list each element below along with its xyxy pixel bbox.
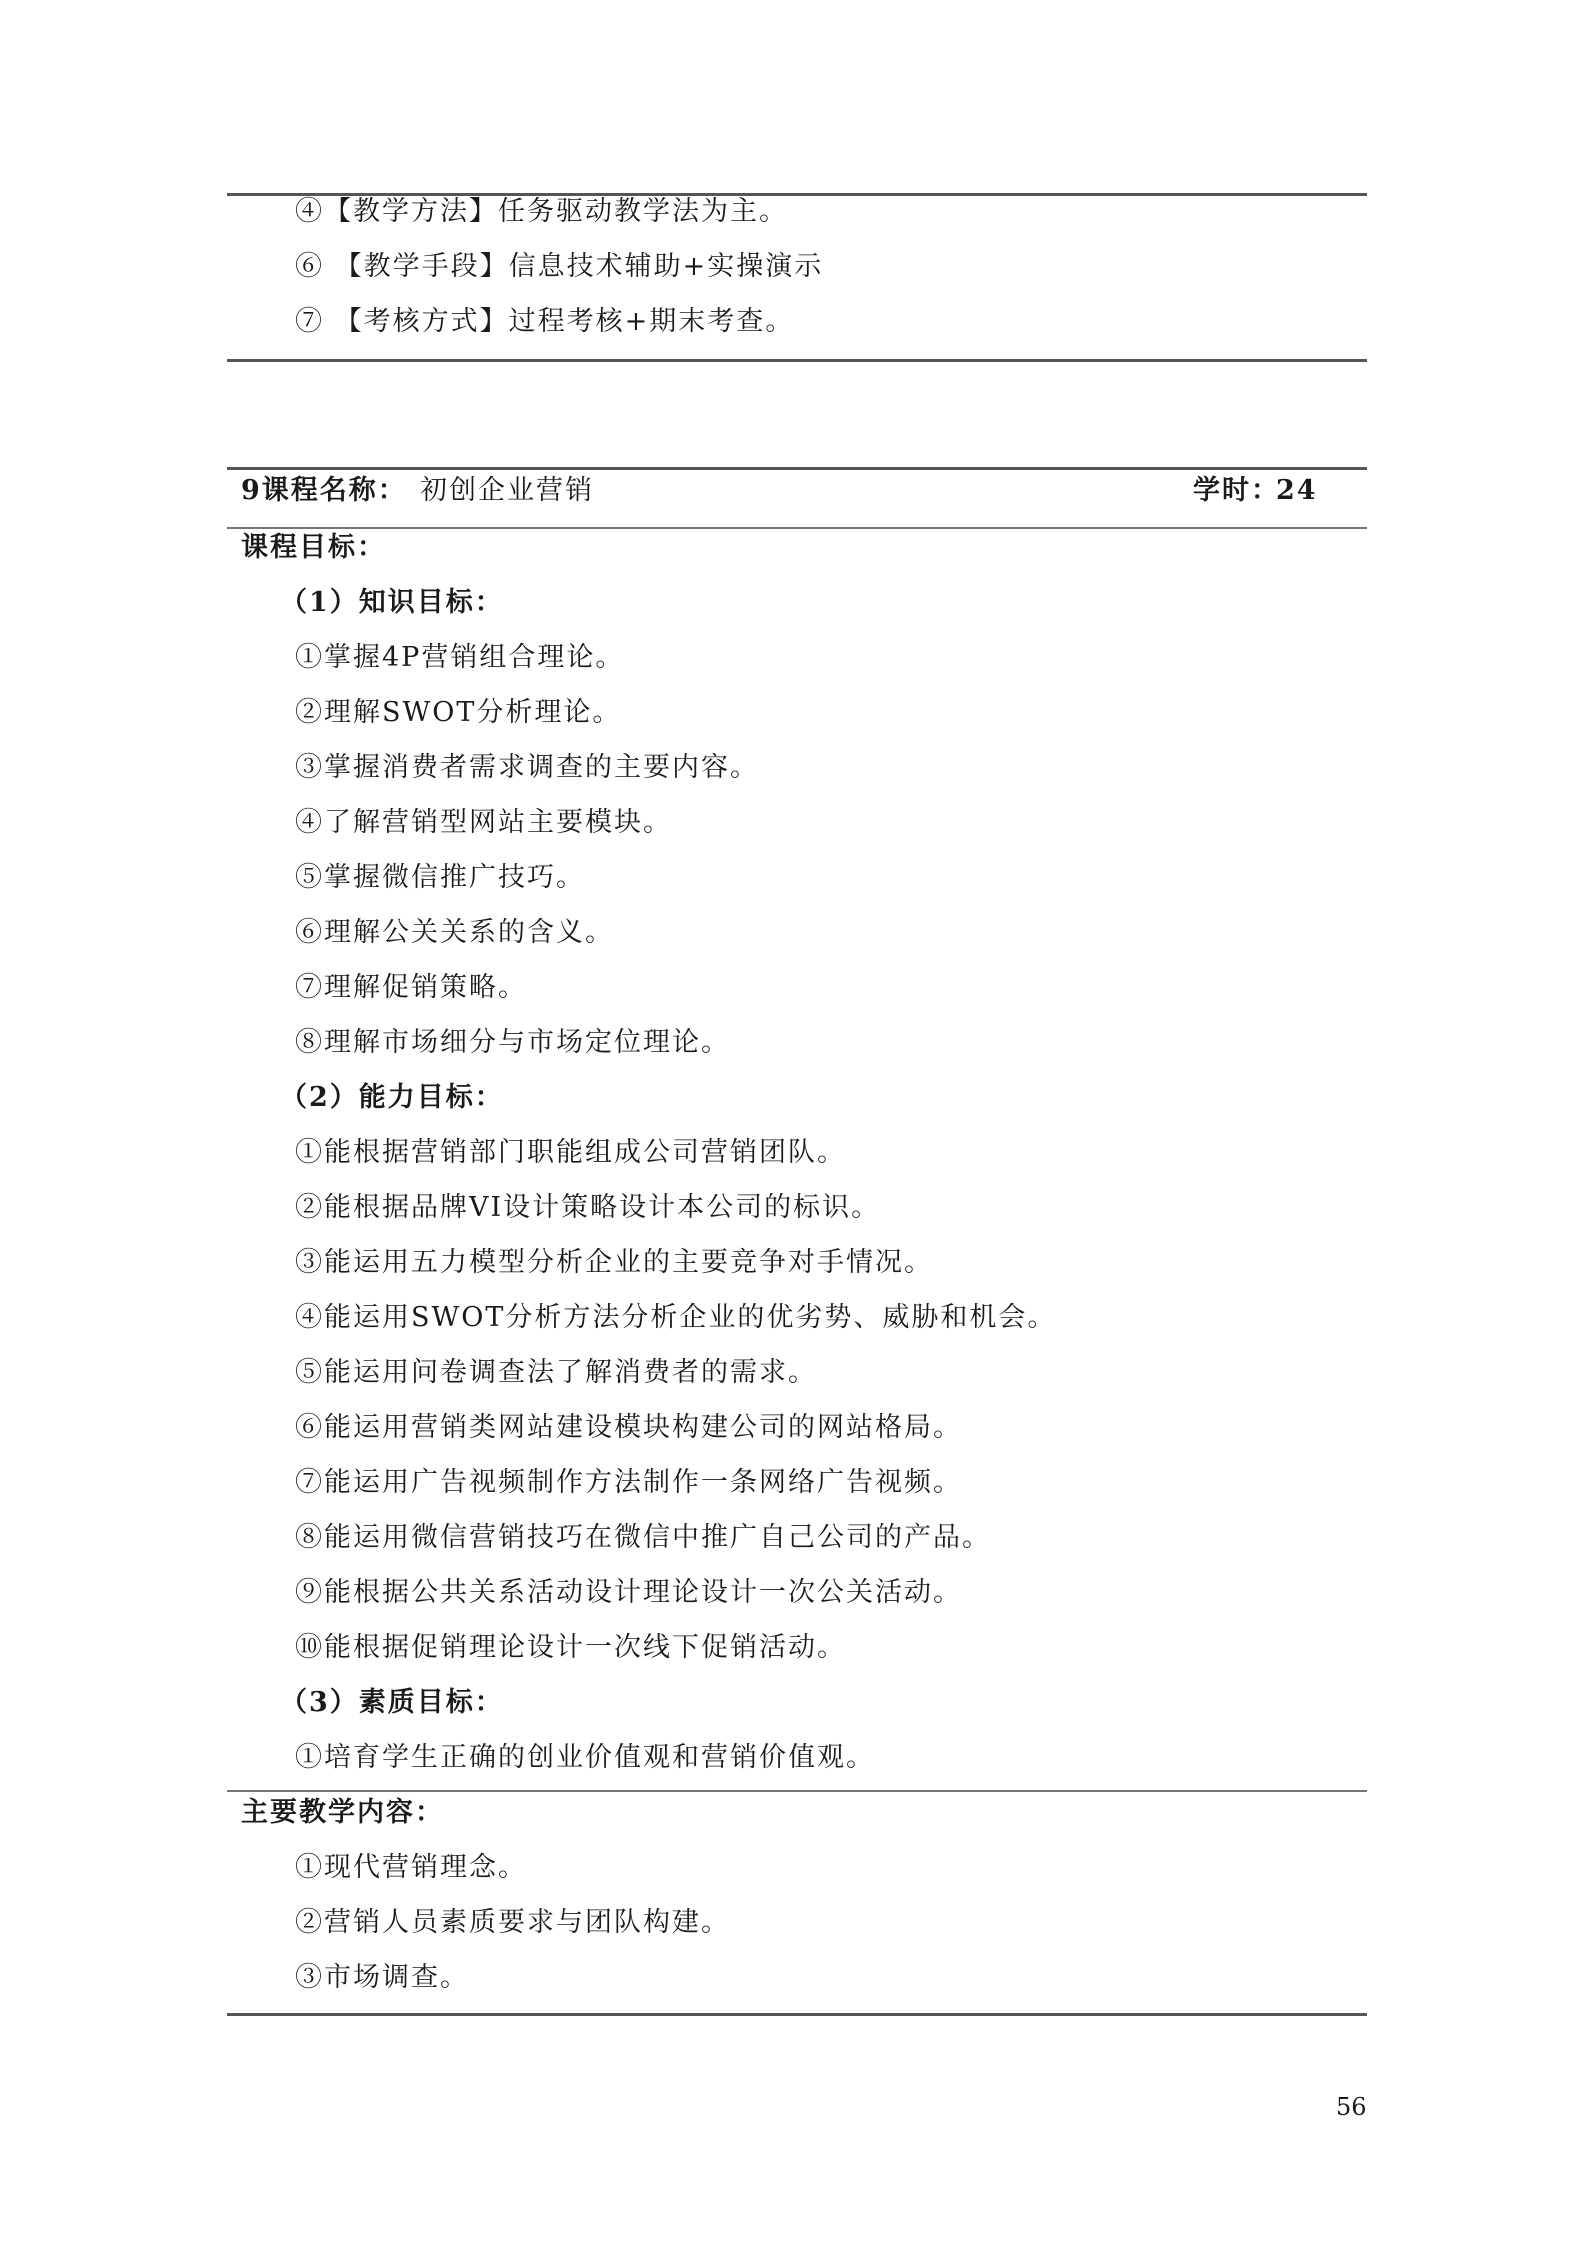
content-item: ①现代营销理念。 bbox=[295, 1852, 527, 1883]
knowledge-item: ⑦理解促销策略。 bbox=[295, 972, 527, 1003]
knowledge-item: ④了解营销型网站主要模块。 bbox=[295, 807, 672, 838]
goals-title: 课程目标： bbox=[241, 532, 386, 563]
ability-item: ⑤能运用问卷调查法了解消费者的需求。 bbox=[295, 1357, 817, 1388]
ability-item: ①能根据营销部门职能组成公司营销团队。 bbox=[295, 1137, 846, 1168]
knowledge-item: ②理解SWOT分析理论。 bbox=[295, 697, 622, 728]
course-name: 初创企业营销 bbox=[420, 475, 594, 506]
content-bottom-rule bbox=[227, 2013, 1367, 2016]
course-hours: 24 bbox=[1276, 475, 1318, 506]
course-header-bottom-rule bbox=[227, 527, 1367, 529]
prev-item-teaching-means: ⑥ 【教学手段】信息技术辅助+实操演示 bbox=[295, 251, 824, 282]
content-top-rule bbox=[227, 1790, 1367, 1792]
course-name-label: 9课程名称： bbox=[241, 475, 407, 506]
prev-item-assessment: ⑦ 【考核方式】过程考核+期末考查。 bbox=[295, 306, 795, 337]
ability-item: ②能根据品牌VI设计策略设计本公司的标识。 bbox=[295, 1192, 881, 1223]
prev-section-bottom-rule bbox=[227, 359, 1367, 362]
course-header-top-rule bbox=[227, 467, 1367, 470]
content-title: 主要教学内容： bbox=[241, 1797, 444, 1828]
ability-item: ⑥能运用营销类网站建设模块构建公司的网站格局。 bbox=[295, 1412, 962, 1443]
ability-item: ④能运用SWOT分析方法分析企业的优劣势、威胁和机会。 bbox=[295, 1302, 1057, 1333]
course-hours-label: 学时： bbox=[1193, 475, 1280, 506]
ability-item: ⑧能运用微信营销技巧在微信中推广自己公司的产品。 bbox=[295, 1522, 991, 1553]
quality-item: ①培育学生正确的创业价值观和营销价值观。 bbox=[295, 1742, 875, 1773]
ability-item: ⑦能运用广告视频制作方法制作一条网络广告视频。 bbox=[295, 1467, 962, 1498]
knowledge-item: ③掌握消费者需求调查的主要内容。 bbox=[295, 752, 759, 783]
knowledge-item: ①掌握4P营销组合理论。 bbox=[295, 642, 625, 673]
knowledge-title: （1）知识目标： bbox=[280, 587, 504, 618]
quality-title: （3）素质目标： bbox=[280, 1687, 504, 1718]
content-item: ③市场调查。 bbox=[295, 1962, 469, 1993]
knowledge-item: ⑤掌握微信推广技巧。 bbox=[295, 862, 585, 893]
knowledge-item: ⑧理解市场细分与市场定位理论。 bbox=[295, 1027, 730, 1058]
knowledge-item: ⑥理解公关关系的含义。 bbox=[295, 917, 614, 948]
ability-item: ⑩能根据促销理论设计一次线下促销活动。 bbox=[295, 1632, 846, 1663]
prev-item-teaching-method: ④【教学方法】任务驱动教学法为主。 bbox=[295, 196, 788, 227]
ability-item: ③能运用五力模型分析企业的主要竞争对手情况。 bbox=[295, 1247, 933, 1278]
content-item: ②营销人员素质要求与团队构建。 bbox=[295, 1907, 730, 1938]
ability-item: ⑨能根据公共关系活动设计理论设计一次公关活动。 bbox=[295, 1577, 962, 1608]
page-number: 56 bbox=[1336, 2093, 1367, 2121]
ability-title: （2）能力目标： bbox=[280, 1082, 504, 1113]
